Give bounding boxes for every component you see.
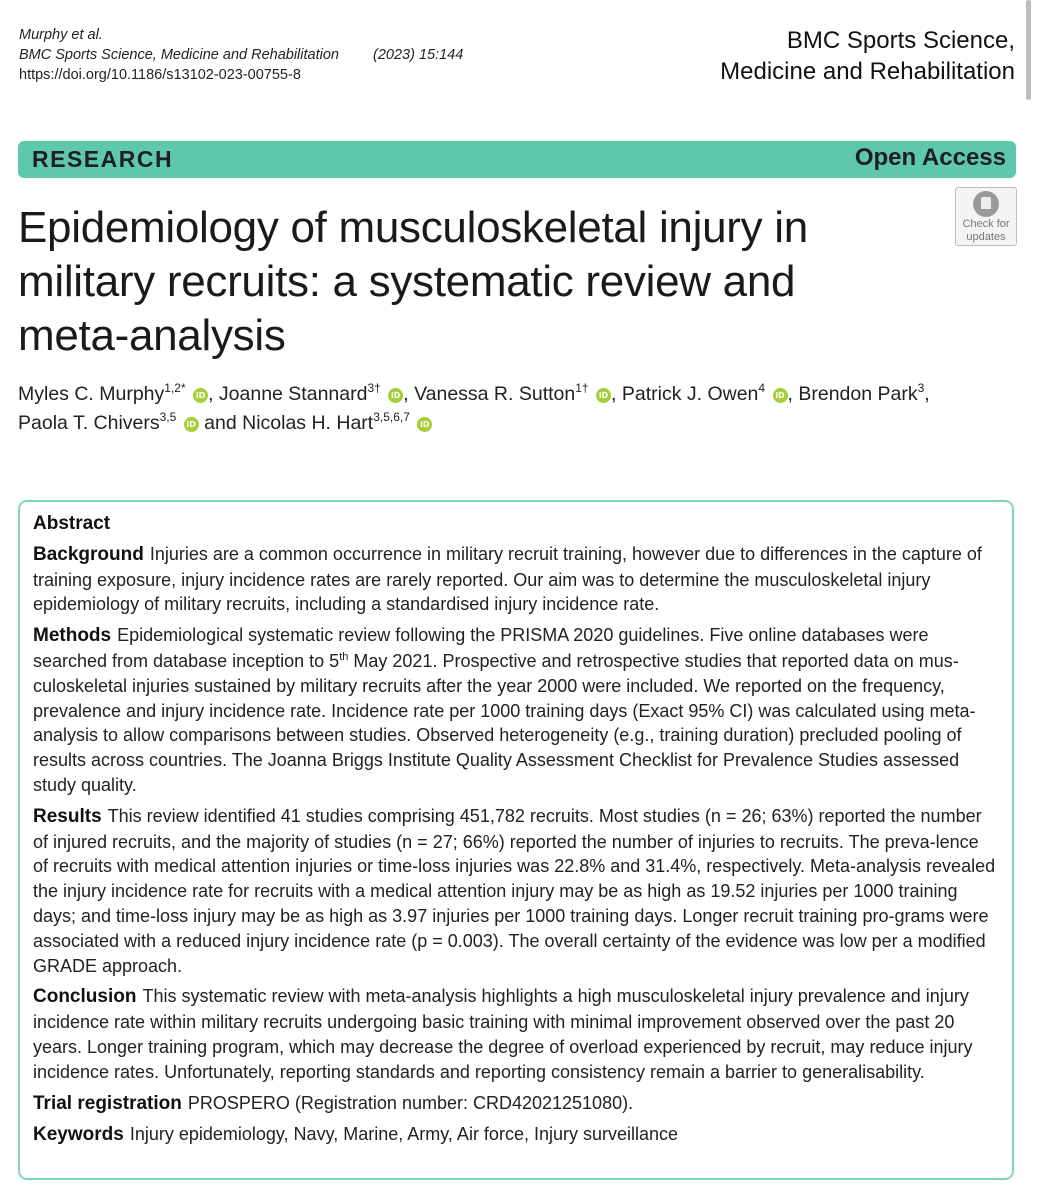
- citation-journal: BMC Sports Science, Medicine and Rehabilitation: [19, 47, 339, 63]
- abstract-content: [33, 512, 997, 1154]
- author[interactable]: Nicolas H. Hart$^{3,5,6,7}$ iD: [242, 412, 432, 434]
- trial-label: Trial registration: [33, 1092, 182, 1114]
- author[interactable]: Paola T. Chivers$^{3,5}$ iD: [18, 412, 199, 434]
- background-label: Background: [33, 543, 144, 565]
- abstract-conclusion: [33, 984, 997, 1084]
- doi-link[interactable]: https://doi.org/10.1186/s13102-023-00755-8: [19, 67, 301, 83]
- methods-label: Methods: [33, 625, 112, 647]
- journal-name-line2: Medicine and Rehabilitation: [720, 58, 1015, 85]
- author[interactable]: Vanessa R. Sutton$^{1\dagger}$ iD: [414, 383, 611, 405]
- abstract-box: [18, 500, 1014, 1180]
- orcid-icon[interactable]: iD: [184, 417, 199, 432]
- orcid-icon[interactable]: iD: [417, 417, 432, 432]
- results-label: Results: [33, 805, 102, 827]
- orcid-icon[interactable]: iD: [596, 388, 611, 403]
- bookmark-icon: [973, 191, 999, 217]
- citation-volume: (2023) 15:144: [373, 47, 464, 63]
- journal-name-line1: BMC Sports Science,: [786, 27, 1015, 54]
- author[interactable]: Joanne Stannard$^{3\dagger}$ iD: [219, 383, 403, 405]
- conclusion-text: This systematic review with meta-analysis highlights a high musculoskeletal injury prevalence and injury incidence rate within military recruits undergoing basic training with minimal improvement observed over the past 20 years. Longer training program, which may decrease the degree of overload experienced by recruit, may reduce injury incidence rates. Unfortunately, reporting standards and reporting consistency remain a barrier to generalisability.: [33, 986, 973, 1082]
- citation-block: [19, 25, 463, 85]
- conclusion-label: Conclusion: [33, 986, 137, 1008]
- abstract-keywords: [33, 1122, 997, 1148]
- abstract-results: [33, 804, 997, 979]
- methods-text-cont: May 2021. Prospective and retrospective studies that reported data on mus-culoskeletal injuries sustained by military recruits after the year 2000 were included. We reported on the frequency, prevalence and injury incidence rate. Incidence rate per 1000 training days (Exact 95% CI) was calculated using meta-analysis to allow comparisons between studies. Observed heterogeneity (e.g., training duration) precluded pooling of results across countries. The Joanna Briggs Institute Quality Assessment Checklist for Prevalence Studies assessed study quality.: [33, 650, 976, 795]
- scrollbar[interactable]: [1026, 0, 1031, 100]
- check-updates-line1: Check for: [962, 218, 1010, 230]
- abstract-trial-registration: [33, 1091, 997, 1117]
- check-updates-line2: updates: [966, 231, 1006, 243]
- keywords-label: Keywords: [33, 1124, 124, 1146]
- citation-authors: Murphy et al.: [19, 27, 103, 43]
- check-for-updates-button[interactable]: [955, 187, 1017, 246]
- author[interactable]: Patrick J. Owen$^4$ iD: [622, 383, 788, 405]
- orcid-icon[interactable]: iD: [193, 388, 208, 403]
- journal-name: [720, 25, 1015, 87]
- abstract-heading: Abstract: [33, 513, 111, 534]
- orcid-icon[interactable]: iD: [773, 388, 788, 403]
- article-title: Epidemiology of musculoskeletal injury in military recruits: a systematic review and meta-analysis: [18, 203, 808, 360]
- article-type: RESEARCH: [32, 146, 174, 172]
- author[interactable]: Myles C. Murphy$^{1,2*}$ iD: [18, 383, 208, 405]
- background-text: Injuries are a common occurrence in military recruit training, however due to differences in the capture of training exposure, injury incidence rates are rarely reported. Our aim was to determine the musculoskeletal injury epidemiology of military recruits, including a standardised injury incidence rate.: [33, 543, 982, 615]
- abstract-methods: [33, 623, 997, 798]
- author[interactable]: Brendon Park$^3$: [798, 381, 925, 405]
- open-access-label: Open Access: [854, 144, 1006, 171]
- trial-text: PROSPERO (Registration number: CRD42021251080).: [187, 1092, 634, 1113]
- methods-text: Epidemiological systematic review following the PRISMA 2020 guidelines. Five online databases were searched from database inception to 5: [33, 625, 929, 671]
- methods-superscript: th: [339, 650, 349, 663]
- author-list: Myles C. Murphy$^{1,2*}$ iD , Joanne Stannard$^{3\dagger}$ iD , Vanessa R. Sutton$^{1\dagger}$ iD , Patrick J. Owen$^4$ iD , Brendon Park$^3$, Paola T. Chivers$^{3,5}$ iD and Nicolas H. Hart$^{3,5,6,7}$ iD: [18, 381, 930, 434]
- article-type-banner: [18, 141, 1016, 178]
- abstract-background: [33, 542, 997, 617]
- keywords-text: Injury epidemiology, Navy, Marine, Army, Air force, Injury surveillance: [129, 1124, 679, 1145]
- orcid-icon[interactable]: iD: [388, 388, 403, 403]
- results-text: This review identified 41 studies comprising 451,782 recruits. Most studies (n = 26; 63%) reported the number of injured recruits, and the majority of studies (n = 27; 66%) reported the number of injuries to recruits. The preva-lence of recruits with medical attention injuries or time-loss injuries was 22.8% and 31.4%, respectively. Meta-analysis revealed the injury incidence rate for recruits with a medical attention injury may be as high as 19.52 injuries per 1000 training days; and time-loss injury may be as high as 3.97 injuries per 1000 training days. Longer recruit training pro-grams were associated with a reduced injury incidence rate (p = 0.003). The overall certainty of the evidence was low per a modified GRADE approach.: [33, 805, 996, 976]
